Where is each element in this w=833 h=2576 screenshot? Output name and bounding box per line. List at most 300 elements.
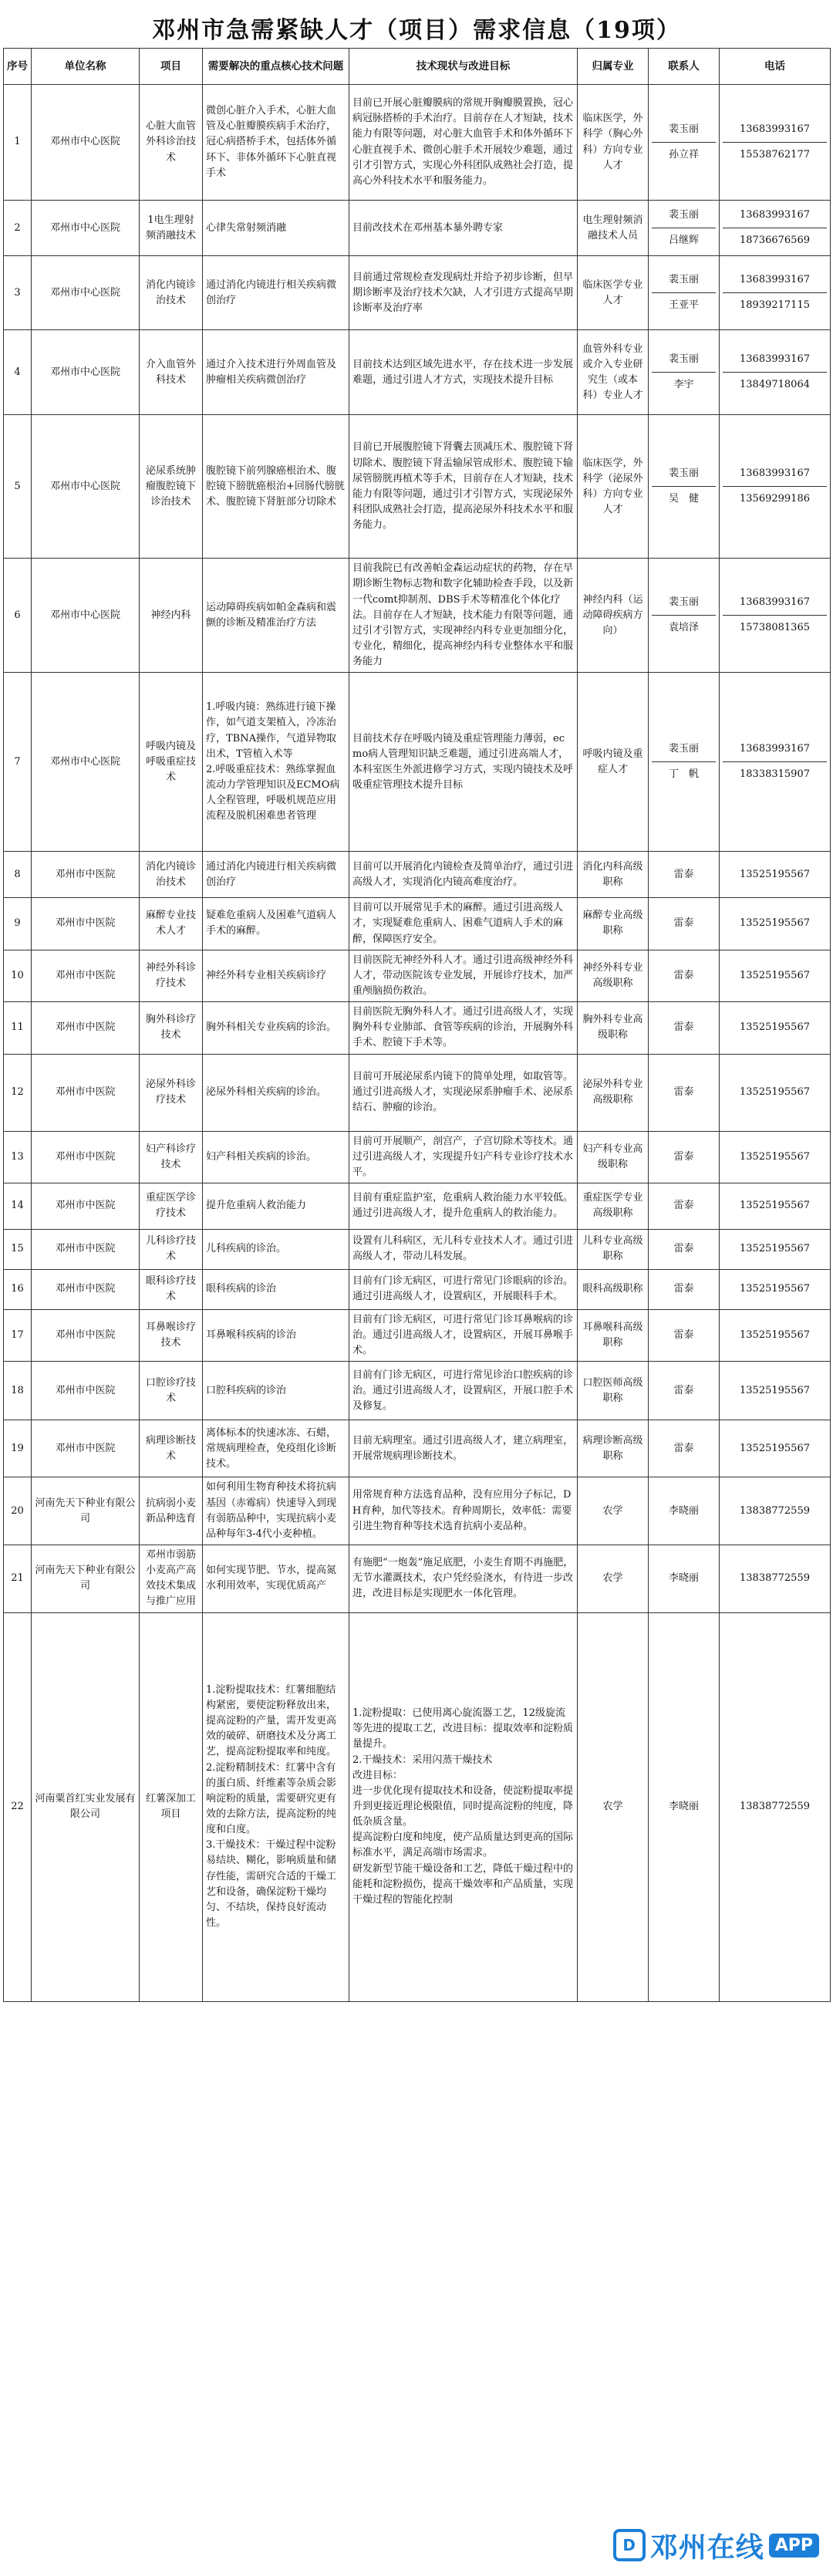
contact-name: 雷泰	[673, 1021, 694, 1034]
row-status-text: 目前改技术在邓州基本暴外聘专家	[352, 221, 504, 234]
row-unit-text: 邓州市中医院	[55, 868, 116, 880]
row-phone	[720, 1477, 831, 1545]
row-number	[4, 1545, 32, 1612]
row-number-text: 5	[14, 480, 21, 492]
row-status-text: 1.淀粉提取：已使用离心旋流器工艺，12级旋流等先进的提取工艺，改进目标：提取效率和淀粉质量提升。	[352, 1707, 574, 1751]
row-number-text: 9	[14, 917, 21, 930]
row-phone	[720, 201, 831, 256]
row-major-text: 呼吸内镜及重症人才	[582, 748, 643, 775]
row-contact	[649, 852, 720, 898]
row-status	[349, 1131, 578, 1183]
row-unit	[32, 1309, 140, 1361]
row-unit-text: 邓州市中心医院	[49, 286, 120, 299]
phone-number: 13525195567	[740, 1085, 810, 1098]
row-status	[349, 1612, 578, 2001]
row-unit	[32, 85, 140, 201]
row-phone	[720, 1420, 831, 1477]
contact-name: 雷泰	[673, 1442, 694, 1454]
row-unit-text: 河南粟首红实业发展有限公司	[35, 1792, 136, 1821]
row-problem-text: 腹腔镜下前列腺癌根治术、腹腔镜下膀胱癌根治+回肠代膀胱术、腹腔镜下肾脏部分切除术	[206, 464, 345, 508]
row-unit	[32, 1229, 140, 1269]
row-phone	[720, 1131, 831, 1183]
row-status-text: 有施肥“一炮轰”施足底肥，小麦生育期不再施肥，无节水灌溉技术，农户凭经验浇水，有待进一步改进，改进目标是实现肥水一体化管理。	[352, 1557, 574, 1600]
phone-number: 13525195567	[740, 1243, 810, 1255]
table-row	[4, 559, 831, 673]
row-status	[349, 1420, 578, 1477]
phone-number: 13838772559	[740, 1572, 810, 1585]
row-project	[140, 85, 203, 201]
row-status-text: 目前有门诊无病区，可进行常见门诊耳鼻喉病的诊治。通过引进高级人才，设置病区，开展耳鼻喉手术。	[352, 1313, 574, 1357]
contact-name: 雷泰	[673, 868, 694, 880]
row-major	[578, 415, 649, 559]
row-project-text: 呼吸内镜及呼吸重症技术	[145, 740, 196, 783]
row-number	[4, 1612, 32, 2001]
contact-name: 吴 健	[652, 486, 716, 511]
row-phone	[720, 1362, 831, 1420]
row-status	[349, 1229, 578, 1269]
row-number	[4, 1362, 32, 1420]
table-row	[4, 950, 831, 1001]
phone-number: 13525195567	[740, 1283, 810, 1295]
row-problem-text: 通过消化内镜进行相关疾病微创治疗	[206, 860, 337, 888]
watermark-logo-icon: D	[613, 2529, 646, 2561]
row-problem-text: 儿科疾病的诊治。	[206, 1243, 287, 1255]
row-problem	[203, 1131, 349, 1183]
row-problem-text: 2.淀粉精制技术：红薯中含有的蛋白质、纤维素等杂质会影响淀粉的质量，需要研究更有效的去除方法，提高淀粉的纯度和白度。	[206, 1761, 337, 1836]
row-number-text: 11	[11, 1021, 24, 1034]
row-major	[578, 559, 649, 673]
row-major-text: 临床医学，外科学（胸心外科）方向专业人才	[582, 113, 643, 171]
contact-name: 雷泰	[673, 1384, 694, 1396]
row-contact	[649, 1269, 720, 1309]
row-problem-text: 提升危重病人救治能力	[206, 1200, 307, 1212]
row-unit-text: 邓州市中医院	[55, 1200, 116, 1212]
row-number	[4, 852, 32, 898]
row-project	[140, 1229, 203, 1269]
contact-name: 李晓丽	[668, 1504, 699, 1517]
row-number	[4, 85, 32, 201]
row-problem-text: 如何利用生物育种技术将抗病基因（赤霉病）快速导入到现有弱筋品种中，实现抗病小麦品种每年3-4代小麦种植。	[206, 1481, 337, 1540]
phone-number: 13569299186	[723, 486, 827, 511]
row-project	[140, 1362, 203, 1420]
row-phone	[720, 1002, 831, 1054]
row-phone	[720, 1612, 831, 2001]
row-unit-text: 邓州市中医院	[55, 917, 116, 930]
header-unit: 单位名称	[32, 49, 140, 85]
row-status-text: 设置有儿科病区，无儿科专业技术人才。通过引进高级人才，带动儿科发展。	[352, 1235, 574, 1263]
row-major	[578, 1362, 649, 1420]
row-contact	[649, 1054, 720, 1131]
row-number-text: 17	[11, 1329, 24, 1342]
row-problem-text: 微创心脏介入手术，心脏大血管及心脏瓣膜疾病手术治疗，冠心病搭桥手术，包括体外循环下、非体外循环下心脏直视手术	[206, 105, 337, 179]
row-status	[349, 1309, 578, 1361]
row-status	[349, 1477, 578, 1545]
row-project-text: 邓州市弱筋小麦高产高效技术集成与推广应用	[145, 1548, 196, 1608]
row-contact	[649, 256, 720, 330]
row-project	[140, 1131, 203, 1183]
row-problem-text: 耳鼻喉科疾病的诊治	[206, 1329, 297, 1342]
row-unit-text: 邓州市中医院	[55, 1085, 116, 1098]
row-project	[140, 852, 203, 898]
table-row	[4, 256, 831, 330]
row-major-text: 电生理射频消融技术人员	[582, 214, 643, 241]
row-problem	[203, 950, 349, 1001]
contact-name: 裴玉丽	[668, 468, 699, 480]
row-project-text: 妇产科诊疗技术	[145, 1143, 196, 1170]
row-problem-text: 3.干燥技术：干燥过程中淀粉易结块、糊化，影响质量和储存性能，需研究合适的干燥工艺和设备，确保淀粉干燥均匀、不结块，保持良好流动性。	[206, 1839, 337, 1929]
row-status-text: 目前有门诊无病区，可进行常见门诊眼病的诊治。通过引进高级人才，设置病区，开展眼科手术。	[352, 1275, 574, 1303]
table-row	[4, 1131, 831, 1183]
contact-name: 袁培泽	[652, 615, 716, 640]
row-number	[4, 1054, 32, 1131]
row-problem	[203, 1309, 349, 1361]
table-row	[4, 1183, 831, 1229]
row-problem-text: 1.呼吸内镜：熟练进行镜下操作，如气道支架植入，冷冻治疗，TBNA操作，气道异物取出术，T管植入术等	[206, 701, 337, 760]
row-unit	[32, 1002, 140, 1054]
row-major-text: 血管外科专业或介入专业研究生（或本科）专业人才	[582, 343, 643, 401]
row-major-text: 神经内科（运动障碍疾病方向）	[582, 593, 643, 636]
header-project: 项目	[140, 49, 203, 85]
row-contact	[649, 1612, 720, 2001]
row-number	[4, 1477, 32, 1545]
row-phone	[720, 85, 831, 201]
row-unit	[32, 201, 140, 256]
phone-number: 13683993167	[740, 468, 810, 480]
row-phone	[720, 1269, 831, 1309]
row-project-text: 儿科诊疗技术	[145, 1235, 196, 1263]
phone-number: 13525195567	[740, 1021, 810, 1034]
row-phone	[720, 673, 831, 852]
phone-number: 13525195567	[740, 1329, 810, 1342]
contact-name: 雷泰	[673, 917, 694, 930]
phone-number: 13849718064	[723, 372, 827, 397]
header-problem: 需要解决的重点核心技术问题	[203, 49, 349, 85]
contact-name: 王亚平	[652, 292, 716, 318]
row-phone	[720, 415, 831, 559]
row-number	[4, 950, 32, 1001]
row-major	[578, 85, 649, 201]
phone-number: 15738081365	[723, 615, 827, 640]
row-project	[140, 1545, 203, 1612]
row-problem	[203, 1054, 349, 1131]
row-phone	[720, 1183, 831, 1229]
row-status-text: 目前可以开展常见手术的麻醉。通过引进高级人才，实现疑难危重病人、困难气道病人手术的麻醉，保障医疗安全。	[352, 902, 564, 945]
table-header-row	[4, 49, 831, 85]
row-number-text: 15	[11, 1243, 24, 1255]
row-project	[140, 1002, 203, 1054]
header-status: 技术现状与改进目标	[349, 49, 578, 85]
row-unit-text: 邓州市中心医院	[49, 136, 120, 148]
row-project	[140, 673, 203, 852]
phone-number: 13683993167	[740, 353, 810, 366]
row-problem-text: 眼科疾病的诊治	[206, 1283, 277, 1295]
row-project	[140, 256, 203, 330]
row-project-text: 胸外科诊疗技术	[145, 1014, 196, 1042]
row-major-text: 临床医学专业人才	[582, 279, 643, 306]
row-project	[140, 1309, 203, 1361]
contact-name: 李晓丽	[668, 1572, 699, 1585]
row-project-text: 心脏大血管外科诊治技术	[145, 120, 196, 164]
contact-name: 雷泰	[673, 1085, 694, 1098]
row-problem	[203, 330, 349, 415]
row-number-text: 19	[11, 1442, 24, 1454]
header-phone: 电话	[720, 49, 831, 85]
watermark-name: 邓州在线	[649, 2531, 764, 2564]
contact-name: 裴玉丽	[668, 274, 699, 286]
row-contact	[649, 1183, 720, 1229]
row-major	[578, 898, 649, 950]
row-contact	[649, 201, 720, 256]
row-unit	[32, 559, 140, 673]
row-status	[349, 898, 578, 950]
row-contact	[649, 1131, 720, 1183]
table-row	[4, 330, 831, 415]
row-unit-text: 邓州市中心医院	[49, 221, 120, 234]
row-status-text: 改进目标：	[352, 1769, 403, 1781]
row-status	[349, 1545, 578, 1612]
table-row	[4, 1229, 831, 1269]
header-contact: 联系人	[649, 49, 720, 85]
row-major-text: 妇产科专业高级职称	[582, 1143, 643, 1170]
row-contact	[649, 415, 720, 559]
row-status-text: 目前已开展心脏瓣膜病的常规开胸瓣膜置换，冠心病冠脉搭桥的手术治疗。目前存在人才短缺，技术能力有限等问题，对心脏大血管手术和体外循环下心脏直视手术、微创心脏手术开展较少难题，通过引才引智方式，实现心外科团队成熟社会打造，提高心外科技术水平和服务能力。	[352, 97, 574, 187]
row-phone	[720, 1229, 831, 1269]
row-contact	[649, 950, 720, 1001]
contact-name: 雷泰	[673, 1243, 694, 1255]
table-row	[4, 1002, 831, 1054]
row-unit	[32, 1269, 140, 1309]
phone-number: 13683993167	[740, 596, 810, 609]
row-contact	[649, 559, 720, 673]
header-no: 序号	[4, 49, 32, 85]
row-problem	[203, 1612, 349, 2001]
row-major	[578, 1420, 649, 1477]
row-number-text: 21	[11, 1572, 24, 1585]
row-problem-text: 心律失常射频消融	[206, 221, 287, 234]
row-status-text: 目前技术存在呼吸内镜及重症管理能力薄弱，ecmo病人管理知识缺乏难题，通过引进高端人才，本科室医生外派进修学习方式，实现内镜技术及呼吸重症管理技术提升目标	[352, 732, 574, 791]
contact-name: 裴玉丽	[668, 209, 699, 221]
contact-name: 李晓丽	[668, 1800, 699, 1812]
row-unit-text: 河南先天下种业有限公司	[35, 1565, 136, 1592]
row-unit-text: 邓州市中医院	[55, 1283, 116, 1295]
row-contact	[649, 1477, 720, 1545]
row-number	[4, 256, 32, 330]
row-problem	[203, 559, 349, 673]
row-major	[578, 1229, 649, 1269]
row-unit-text: 邓州市中医院	[55, 1150, 116, 1163]
row-problem-text: 运动障碍疾病如帕金森病和震颤的诊断及精准治疗方法	[206, 601, 337, 629]
contact-name: 孙立祥	[652, 142, 716, 167]
row-unit-text: 邓州市中心医院	[49, 609, 120, 621]
row-number	[4, 201, 32, 256]
row-project	[140, 330, 203, 415]
row-project	[140, 1477, 203, 1545]
phone-number: 13525195567	[740, 1384, 810, 1396]
row-unit	[32, 1131, 140, 1183]
table-row	[4, 852, 831, 898]
row-number	[4, 1229, 32, 1269]
contact-name: 裴玉丽	[668, 596, 699, 609]
row-problem	[203, 1420, 349, 1477]
row-unit	[32, 950, 140, 1001]
row-phone	[720, 852, 831, 898]
row-number	[4, 1309, 32, 1361]
row-status	[349, 256, 578, 330]
row-unit	[32, 673, 140, 852]
row-project-text: 消化内镜诊治技术	[145, 279, 196, 306]
phone-number: 13525195567	[740, 1442, 810, 1454]
row-status-text: 目前医院无胸外科人才。通过引进高级人才，实现胸外科专业肺部、食管等疾病的诊治，开展胸外科手术、腔镜下手术等。	[352, 1006, 574, 1049]
row-problem	[203, 1002, 349, 1054]
row-number-text: 2	[14, 221, 21, 234]
row-problem-text: 通过介入技术进行外周血管及肿瘤相关疾病微创治疗	[206, 358, 337, 386]
row-project-text: 重症医学诊疗技术	[145, 1192, 196, 1220]
row-number-text: 12	[11, 1085, 24, 1098]
row-major	[578, 1054, 649, 1131]
row-unit	[32, 1054, 140, 1131]
row-status-text: 2.干燥技术：采用闪蒸干燥技术	[352, 1754, 493, 1766]
row-problem-text: 胸外科相关专业疾病的诊治。	[206, 1021, 337, 1034]
row-major	[578, 1002, 649, 1054]
table-row	[4, 85, 831, 201]
row-status	[349, 415, 578, 559]
contact-name: 雷泰	[673, 1283, 694, 1295]
row-problem	[203, 1229, 349, 1269]
row-status-text: 目前可开展泌尿系内镜下的简单处理，如取管等。通过引进高级人才，实现泌尿系肿瘤手术、泌尿系结石、肿瘤的诊治。	[352, 1070, 574, 1114]
row-major	[578, 1477, 649, 1545]
row-project-text: 口腔诊疗技术	[145, 1376, 196, 1404]
phone-number: 13838772559	[740, 1504, 810, 1517]
row-project	[140, 950, 203, 1001]
row-problem-text: 1.淀粉提取技术：红薯细胞结构紧密，要使淀粉释放出来，提高淀粉的产量，需开发更高效的破碎、研磨技术及分离工艺，提高淀粉提取率和纯度。	[206, 1683, 337, 1758]
row-status	[349, 201, 578, 256]
row-number-text: 8	[14, 868, 21, 880]
row-project-text: 病理诊断技术	[145, 1434, 196, 1462]
row-major-text: 神经外科专业高级职称	[582, 961, 643, 989]
row-problem	[203, 85, 349, 201]
row-major	[578, 201, 649, 256]
row-project	[140, 415, 203, 559]
row-status-text: 目前通过常规检查发现病灶并给予初步诊断，但早期诊断率及治疗技术欠缺，人才引进方式提高早期诊断率及治疗率	[352, 271, 574, 314]
row-contact	[649, 1309, 720, 1361]
row-status-text: 用常规育种方法选育品种，没有应用分子标记，DH育种，加代等技术。育种周期长，效率低：需要引进生物育种等技术选育抗病小麦品种。	[352, 1489, 572, 1532]
table-row	[4, 1477, 831, 1545]
row-number-text: 1	[14, 136, 21, 148]
contact-name: 雷泰	[673, 969, 694, 981]
row-number-text: 7	[14, 755, 21, 768]
row-major	[578, 256, 649, 330]
row-unit	[32, 330, 140, 415]
row-problem	[203, 673, 349, 852]
row-unit	[32, 1612, 140, 2001]
phone-number: 13525195567	[740, 868, 810, 880]
header-major: 归属专业	[578, 49, 649, 85]
row-phone	[720, 256, 831, 330]
phone-number: 13525195567	[740, 917, 810, 930]
row-major	[578, 1269, 649, 1309]
row-number	[4, 1269, 32, 1309]
row-phone	[720, 898, 831, 950]
row-status	[349, 1183, 578, 1229]
row-number-text: 16	[11, 1283, 24, 1295]
row-unit-text: 邓州市中医院	[55, 969, 116, 981]
row-problem	[203, 1545, 349, 1612]
row-number	[4, 1002, 32, 1054]
row-status-text: 目前已开展腹腔镜下肾囊去顶减压术、腹腔镜下肾切除术、腹腔镜下肾盂输尿管成形术、腹腔镜下输尿管膀胱再植术等手术，目前存在人才短缺，技术能力有限等问题，通过引才引智方式，实现泌尿外科团队成熟社会打造，提高泌尿外科技术水平和服务能力。	[352, 441, 574, 532]
row-number	[4, 1420, 32, 1477]
table-row	[4, 1420, 831, 1477]
row-major-text: 农学	[602, 1572, 623, 1585]
row-project-text: 麻醉专业技术人才	[145, 910, 196, 937]
row-status-text: 目前医院无神经外科人才。通过引进高级神经外科人才，带动医院该专业发展，开展诊疗技术，加严重颅脑损伤救治。	[352, 954, 574, 997]
row-problem	[203, 256, 349, 330]
table-row	[4, 1612, 831, 2001]
row-phone	[720, 1054, 831, 1131]
row-number-text: 4	[14, 366, 21, 378]
row-problem	[203, 852, 349, 898]
phone-number: 13525195567	[740, 969, 810, 981]
row-problem	[203, 1269, 349, 1309]
phone-number: 18338315907	[723, 761, 827, 787]
row-status	[349, 330, 578, 415]
row-number-text: 22	[11, 1800, 24, 1812]
row-problem-text: 口腔科疾病的诊治	[206, 1384, 287, 1396]
table-row	[4, 898, 831, 950]
row-major	[578, 1309, 649, 1361]
row-problem-text: 泌尿外科相关疾病的诊治。	[206, 1085, 327, 1098]
row-status	[349, 950, 578, 1001]
row-unit-text: 邓州市中医院	[55, 1384, 116, 1396]
row-status-text: 目前有重症监护室，危重病人救治能力水平较低。通过引进高级人才，提升危重病人的救治能力。	[352, 1192, 574, 1220]
row-number	[4, 1183, 32, 1229]
row-project-text: 1电生理射频消融技术	[145, 214, 196, 241]
row-project-text: 泌尿外科诊疗技术	[145, 1078, 196, 1106]
table-row	[4, 1269, 831, 1309]
row-major-text: 胸外科专业高级职称	[582, 1014, 643, 1042]
row-status	[349, 85, 578, 201]
phone-number: 13525195567	[740, 1200, 810, 1212]
row-major	[578, 852, 649, 898]
table-row	[4, 201, 831, 256]
row-unit-text: 邓州市中医院	[55, 1021, 116, 1034]
row-status-text: 提高淀粉白度和纯度，使产品质量达到更高的国际标准水平，满足高端市场需求。	[352, 1832, 574, 1859]
row-contact	[649, 1420, 720, 1477]
row-major-text: 眼科高级职称	[582, 1283, 643, 1295]
row-major-text: 口腔医师高级职称	[582, 1376, 643, 1404]
row-major-text: 耳鼻喉科高级职称	[582, 1322, 643, 1349]
row-unit-text: 邓州市中心医院	[49, 480, 120, 492]
row-contact	[649, 1545, 720, 1612]
row-number	[4, 1131, 32, 1183]
contact-name: 吕继辉	[652, 228, 716, 253]
row-status-text: 目前我院已有改善帕金森运动症状的药物，存在早期诊断生物标志物和数字化辅助检查手段，以及新一代comt抑制剂、DBS手术等精准化个体化疗法。目前存在人才短缺，技术能力有限等问题，通过引才引智方式，实现神经内科专业更加细分化，专业化，精细化，提高神经内科专业整体水平和服务能力	[352, 562, 574, 668]
row-status	[349, 1269, 578, 1309]
row-contact	[649, 1229, 720, 1269]
row-contact	[649, 330, 720, 415]
row-number-text: 3	[14, 286, 21, 299]
row-major-text: 农学	[602, 1504, 623, 1517]
row-major-text: 麻醉专业高级职称	[582, 910, 643, 937]
table-row	[4, 1309, 831, 1361]
row-unit	[32, 898, 140, 950]
row-major	[578, 1183, 649, 1229]
row-number-text: 20	[11, 1504, 24, 1517]
phone-number: 15538762177	[723, 142, 827, 167]
row-unit	[32, 1183, 140, 1229]
contact-name: 李宇	[652, 372, 716, 397]
table-row	[4, 673, 831, 852]
row-major	[578, 950, 649, 1001]
